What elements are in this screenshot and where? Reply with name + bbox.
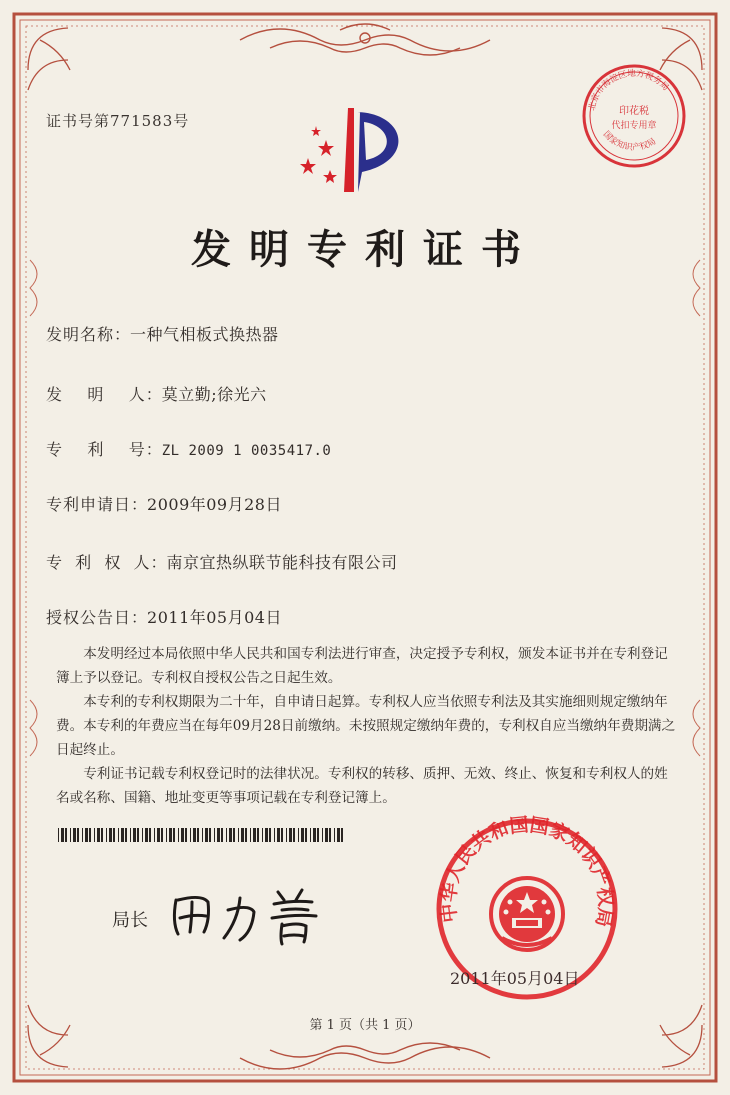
barcode-bar [250, 828, 251, 842]
barcode-bar [197, 828, 199, 842]
director-title: 局长 [112, 910, 148, 931]
barcode-bar [113, 828, 115, 842]
barcode-bar [137, 828, 139, 842]
barcode-bar [154, 828, 155, 842]
field-grant-date: 授权公告日：2011年05月04日 [46, 608, 282, 627]
barcode-bar [217, 828, 220, 842]
barcode-bar [118, 828, 119, 842]
barcode-bar [77, 828, 79, 842]
certificate-title: 发明专利证书 [191, 226, 539, 273]
barcode-bar [161, 828, 163, 842]
logo-red-bar-icon [344, 108, 354, 192]
barcode-bar [238, 828, 239, 842]
barcode-bar [94, 828, 95, 842]
field-value: 莫立勤;徐光六 [161, 385, 267, 404]
field-inventor: 发 明 人：莫立勤;徐光六 [46, 385, 267, 404]
field-patentee: 专 利 权 人：南京宜热纵联节能科技有限公司 [46, 553, 398, 572]
barcode-bar [178, 828, 179, 842]
logo-stars-icon [300, 126, 337, 183]
barcode-bar [106, 828, 107, 842]
barcode-bar [82, 828, 83, 842]
field-value: ZL 2009 1 0035417.0 [161, 443, 332, 459]
barcode-bar [293, 828, 295, 842]
director-signature [168, 880, 348, 950]
barcode-bar [322, 828, 323, 842]
field-label: 授权公告日 [46, 608, 132, 627]
barcode-bar [257, 828, 259, 842]
barcode-bar [185, 828, 187, 842]
field-patent-number: 专 利 号：ZL 2009 1 0035417.0 [46, 440, 332, 459]
barcode-bar [65, 828, 67, 842]
barcode-bar [281, 828, 283, 842]
barcode-bar [142, 828, 143, 842]
barcode-bar [221, 828, 223, 842]
field-value: 南京宜热纵联节能科技有限公司 [166, 553, 398, 572]
field-label: 发 明 人 [46, 385, 146, 404]
barcode-bar [329, 828, 331, 842]
page-number: 第 1 页（共 1 页） [309, 1018, 421, 1033]
barcode-bar [325, 828, 328, 842]
barcode-bar [241, 828, 244, 842]
barcode-bar [277, 828, 280, 842]
barcode-bar [193, 828, 196, 842]
barcode-bar [233, 828, 235, 842]
body-paragraph-2: 本专利的专利权期限为二十年，自申请日起算。专利权人应当依照专利法及其实施细则规定缴纳年费。本专利的年费应当在每年09月28日前缴纳。未按照规定缴纳年费的，专利权自应当缴纳年费期满之日起终止。 [56, 694, 676, 758]
barcode-bar [169, 828, 172, 842]
barcode-bar [121, 828, 124, 842]
barcode-bar [205, 828, 208, 842]
director-name: 田力普 [168, 880, 171, 881]
barcode-bar [130, 828, 131, 842]
tax-stamp-inner-2: 代扣专用章 [611, 121, 657, 131]
field-invention-name: 发明名称：一种气相板式换热器 [46, 325, 279, 344]
svg-text:国家知识产权局 [601, 129, 658, 153]
barcode-bar [97, 828, 100, 842]
barcode-bar [274, 828, 275, 842]
barcode-bar [313, 828, 316, 842]
field-label: 专利申请日 [46, 495, 132, 514]
barcode-bar [229, 828, 232, 842]
barcode-bar [173, 828, 175, 842]
barcode-bar [265, 828, 268, 842]
field-value: 一种气相板式换热器 [130, 325, 279, 344]
barcode-bar [101, 828, 103, 842]
barcode-bar [157, 828, 160, 842]
barcode-bar [145, 828, 148, 842]
barcode-bar [73, 828, 76, 842]
seal-date: 2011年05月04日 [450, 969, 580, 988]
barcode-bar [310, 828, 311, 842]
barcode-bar [58, 828, 59, 842]
national-emblem-icon [491, 878, 563, 950]
barcode-bar [70, 828, 71, 842]
barcode-bar [341, 828, 343, 842]
tax-stamp-bottom-text: 国家知识产权局 [600, 129, 658, 154]
barcode-bar [298, 828, 299, 842]
tax-stamp-outer-text: 北京市海淀区地方税务局 [587, 68, 671, 112]
field-value: 2009年09月28日 [147, 495, 282, 514]
field-label: 专 利 号 [46, 440, 146, 459]
barcode-bar [109, 828, 112, 842]
barcode-bar [89, 828, 91, 842]
body-paragraph-3: 专利证书记载专利权登记时的法律状况。专利权的转移、质押、无效、终止、恢复和专利权人的姓名或名称、国籍、地址变更等事项记载在专利登记簿上。 [56, 766, 668, 806]
tax-stamp-inner-1: 印花税 [619, 106, 649, 117]
barcode-bar [125, 828, 127, 842]
certificate-body [56, 642, 676, 810]
barcode-bar [301, 828, 304, 842]
bottom-ornament [240, 1043, 490, 1069]
barcode-bar [149, 828, 151, 842]
barcode-bar [133, 828, 136, 842]
barcode-bar [181, 828, 184, 842]
certificate-number: 证书号第771583号 [46, 112, 190, 130]
barcode-bar [286, 828, 287, 842]
barcode-bar [245, 828, 247, 842]
barcode-bar [226, 828, 227, 842]
barcode-bar [253, 828, 256, 842]
field-application-date: 专利申请日：2009年09月28日 [46, 495, 282, 514]
field-label: 专 利 权 人 [46, 553, 151, 572]
barcode-bar [337, 828, 340, 842]
field-value: 2011年05月04日 [147, 608, 282, 627]
patent-office-logo [296, 100, 426, 200]
tax-stamp [580, 62, 688, 170]
barcode-icon [58, 828, 348, 842]
seal-text: 中华人民共和国国家知识产权局 [437, 814, 617, 929]
barcode-bar [214, 828, 215, 842]
barcode-bar [190, 828, 191, 842]
barcode-bar [209, 828, 211, 842]
barcode-bar [269, 828, 271, 842]
barcode-bar [262, 828, 263, 842]
barcode-bar [289, 828, 292, 842]
barcode-bar [166, 828, 167, 842]
field-label: 发明名称 [46, 325, 115, 344]
barcode-bar [202, 828, 203, 842]
barcode-bar [61, 828, 64, 842]
barcode-bar [85, 828, 88, 842]
barcode-bar [305, 828, 307, 842]
body-paragraph-1: 本发明经过本局依照中华人民共和国专利法进行审查，决定授予专利权，颁发本证书并在专利登记簿上予以登记。专利权自授权公告之日起生效。 [56, 646, 668, 686]
barcode-bar [334, 828, 335, 842]
barcode-bar [317, 828, 319, 842]
top-ornament [240, 24, 490, 55]
